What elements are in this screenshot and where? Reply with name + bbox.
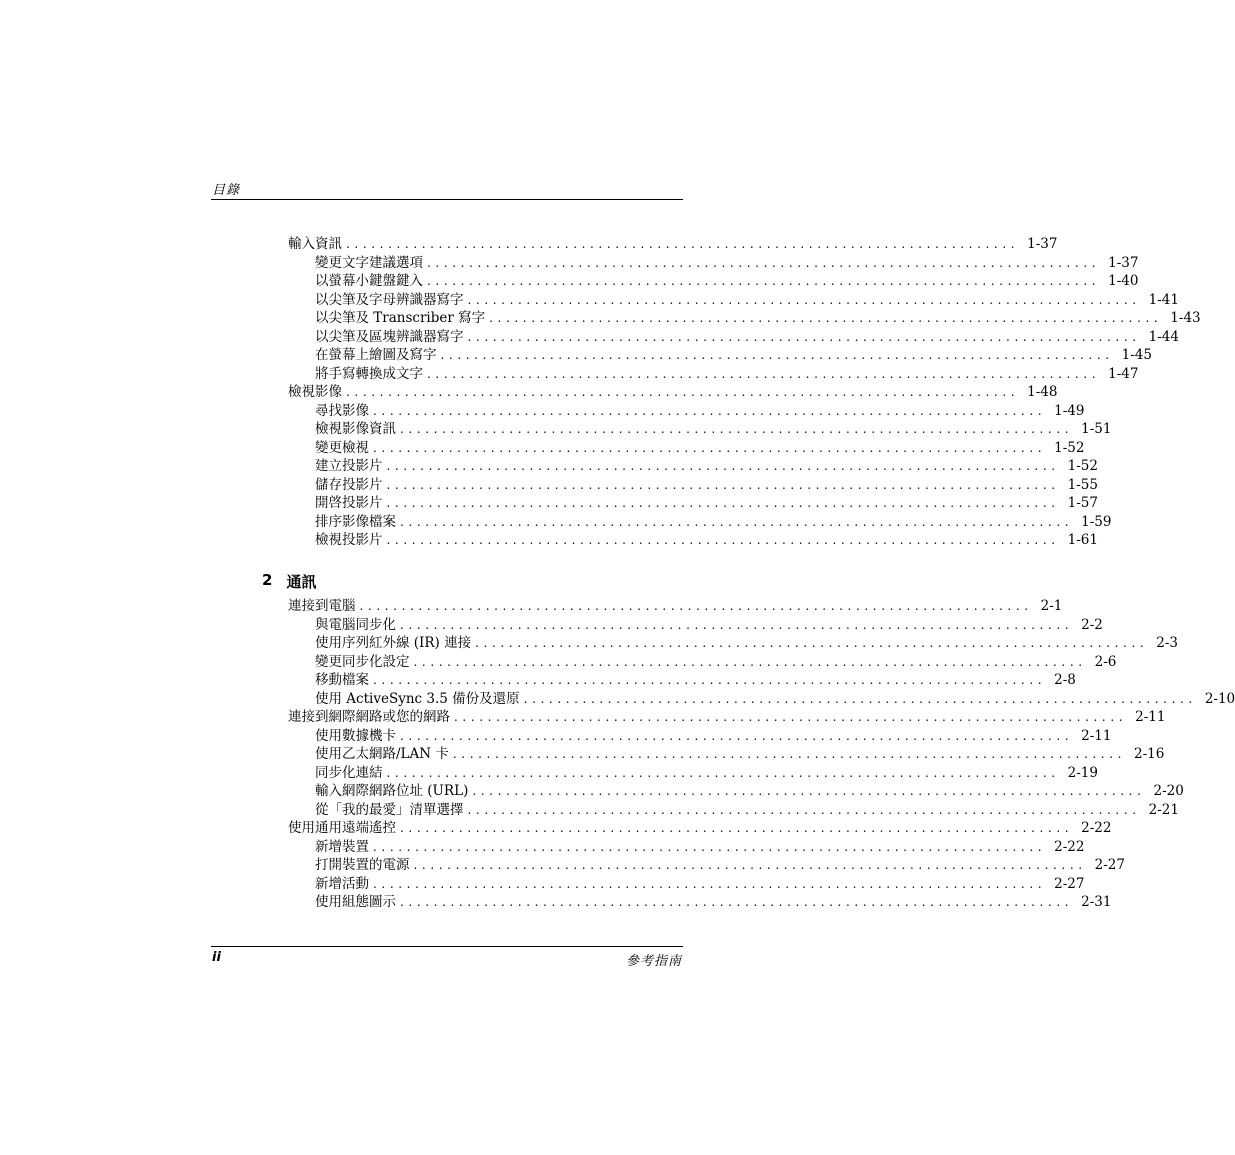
toc-entry-label: 輸入網際網路位址 (URL) bbox=[315, 783, 469, 799]
toc-entry-label: 使用數據機卡 bbox=[315, 727, 396, 744]
toc-entry-page: 1-57 bbox=[1067, 495, 1098, 511]
toc-entry bbox=[288, 764, 1098, 783]
toc-entry-label: 新增活動 bbox=[315, 875, 369, 892]
toc-entry bbox=[288, 690, 1235, 709]
toc-entry bbox=[288, 893, 1112, 912]
toc-entry-label: 變更同步化設定 bbox=[315, 653, 410, 670]
toc-entry-page: 2-1 bbox=[1040, 598, 1063, 614]
toc-entry-page: 2-22 bbox=[1054, 838, 1085, 855]
toc-entry-label: 連接到網際網路或您的網路 bbox=[288, 709, 450, 725]
toc-entry-page: 1-52 bbox=[1067, 458, 1098, 474]
dot-leader: ................................................................................ bbox=[400, 514, 1074, 529]
toc-entry-page: 1-45 bbox=[1121, 347, 1152, 363]
toc-entry bbox=[288, 420, 1112, 439]
toc-entry bbox=[288, 402, 1085, 421]
chapter-title: 通訊 bbox=[286, 573, 317, 591]
footer-page-number: ii bbox=[212, 950, 221, 965]
toc-entry bbox=[288, 727, 1112, 746]
dot-leader: ................................................................................ bbox=[440, 348, 1114, 362]
toc-entry-page: 2-10 bbox=[1204, 690, 1235, 707]
toc-entry bbox=[288, 745, 1165, 764]
dot-leader: ................................................................................ bbox=[373, 876, 1047, 891]
toc-entry-label: 將手寫轉換成文字 bbox=[315, 365, 423, 382]
chapter-number: 2 bbox=[262, 571, 273, 589]
toc-entry bbox=[288, 801, 1179, 820]
toc-entry bbox=[288, 875, 1085, 894]
dot-leader: ................................................................................ bbox=[346, 237, 1020, 251]
toc-entry-page: 2-6 bbox=[1094, 653, 1117, 670]
running-header-title: 目錄 bbox=[212, 183, 241, 198]
dot-leader: ................................................................................ bbox=[467, 292, 1141, 307]
footer-book-title: 參考指南 bbox=[625, 954, 682, 969]
dot-leader: ................................................................................ bbox=[400, 821, 1074, 835]
dot-leader: ................................................................................ bbox=[467, 802, 1141, 817]
toc-entry-page: 2-19 bbox=[1067, 764, 1098, 781]
toc-entry-label: 使用通用遠端遙控 bbox=[288, 820, 396, 836]
toc-entry-page: 1-40 bbox=[1108, 273, 1139, 289]
dot-leader: ................................................................................ bbox=[413, 654, 1087, 669]
toc-entry bbox=[288, 671, 1076, 690]
dot-leader: ................................................................................ bbox=[386, 477, 1060, 492]
toc-entry-label: 檢視影像資訊 bbox=[315, 421, 396, 437]
toc-entry-page: 1-59 bbox=[1081, 513, 1112, 530]
dot-leader: ................................................................................ bbox=[373, 440, 1047, 455]
toc-entry bbox=[288, 634, 1179, 653]
dot-leader: ................................................................................ bbox=[454, 710, 1128, 724]
toc-entry-label: 開啓投影片 bbox=[315, 495, 383, 511]
toc-entry-label: 與電腦同步化 bbox=[315, 616, 396, 633]
toc-entry bbox=[288, 708, 1166, 727]
toc-entry-label: 以尖筆及字母辨識器寫字 bbox=[315, 291, 464, 308]
toc-section-1 bbox=[288, 235, 1201, 550]
toc-entry bbox=[288, 616, 1103, 635]
toc-entry-page: 1-41 bbox=[1148, 291, 1179, 308]
dot-leader: ................................................................................ bbox=[523, 691, 1197, 706]
toc-entry-page: 2-20 bbox=[1153, 783, 1184, 799]
dot-leader: ................................................................................ bbox=[427, 366, 1101, 381]
toc-entry bbox=[288, 476, 1098, 495]
dot-leader: ................................................................................ bbox=[400, 895, 1074, 909]
toc-entry-page: 2-21 bbox=[1148, 801, 1179, 818]
toc-entry bbox=[288, 365, 1139, 384]
toc-entry-label: 建立投影片 bbox=[315, 458, 383, 474]
toc-entry-label: 使用 ActiveSync 3.5 備份及還原 bbox=[315, 690, 520, 707]
toc-entry-page: 1-52 bbox=[1054, 439, 1085, 456]
toc-entry-page: 2-8 bbox=[1054, 672, 1076, 688]
toc-entry-label: 變更文字建議選項 bbox=[315, 254, 423, 271]
toc-entry-label: 尋找影像 bbox=[315, 402, 369, 419]
dot-leader: ................................................................................ bbox=[373, 673, 1047, 687]
toc-entry-page: 2-31 bbox=[1081, 894, 1112, 910]
toc-entry-label: 打開裝置的電源 bbox=[315, 857, 410, 873]
toc-entry bbox=[288, 309, 1201, 328]
toc-entry-page: 2-2 bbox=[1081, 616, 1103, 633]
toc-entry-page: 2-27 bbox=[1094, 857, 1125, 873]
toc-entry-label: 以尖筆及 Transcriber 寫字 bbox=[315, 310, 486, 326]
dot-leader: ................................................................................ bbox=[359, 599, 1033, 613]
dot-leader: ................................................................................ bbox=[400, 728, 1074, 743]
dot-leader: ................................................................................ bbox=[467, 329, 1141, 344]
toc-entry-page: 2-27 bbox=[1054, 875, 1085, 892]
toc-entry-label: 使用組態圖示 bbox=[315, 894, 396, 910]
dot-leader: ................................................................................ bbox=[427, 255, 1101, 270]
toc-entry-page: 1-37 bbox=[1027, 236, 1058, 252]
toc-entry-page: 2-11 bbox=[1081, 727, 1112, 744]
dot-leader: ................................................................................ bbox=[489, 311, 1163, 325]
toc-entry-page: 1-47 bbox=[1108, 365, 1139, 382]
toc-entry-page: 1-49 bbox=[1054, 402, 1085, 419]
dot-leader: ................................................................................ bbox=[472, 784, 1146, 798]
toc-entry-page: 1-48 bbox=[1027, 384, 1058, 400]
toc-section-2 bbox=[288, 597, 1235, 912]
dot-leader: ................................................................................ bbox=[413, 858, 1087, 872]
toc-entry-page: 1-51 bbox=[1081, 421, 1112, 437]
toc-entry bbox=[288, 856, 1125, 875]
toc-entry-label: 檢視投影片 bbox=[315, 532, 383, 548]
dot-leader: ................................................................................ bbox=[475, 636, 1149, 650]
toc-entry bbox=[288, 513, 1112, 532]
toc-entry-label: 在螢幕上繪圖及寫字 bbox=[315, 347, 437, 363]
toc-entry bbox=[288, 328, 1179, 347]
toc-entry-page: 2-22 bbox=[1081, 820, 1112, 836]
toc-entry-label: 檢視影像 bbox=[288, 384, 342, 400]
toc-entry-label: 使用乙太網路/LAN 卡 bbox=[315, 746, 449, 762]
toc-entry-label: 以螢幕小鍵盤鍵入 bbox=[315, 273, 423, 289]
toc-entry-label: 連接到電腦 bbox=[288, 598, 356, 614]
footer-rule bbox=[211, 946, 683, 947]
toc-entry-page: 2-11 bbox=[1135, 709, 1166, 725]
toc-entry bbox=[288, 597, 1063, 616]
dot-leader: ................................................................................ bbox=[346, 385, 1020, 399]
toc-entry bbox=[288, 782, 1184, 801]
dot-leader: ................................................................................ bbox=[400, 422, 1074, 436]
dot-leader: ................................................................................ bbox=[373, 839, 1047, 854]
toc-entry bbox=[288, 383, 1058, 402]
dot-leader: ................................................................................ bbox=[452, 747, 1127, 761]
toc-entry bbox=[288, 819, 1112, 838]
toc-entry-label: 輸入資訊 bbox=[288, 236, 342, 252]
dot-leader: ................................................................................ bbox=[386, 496, 1060, 510]
toc-entry bbox=[288, 439, 1085, 458]
toc-entry bbox=[288, 346, 1152, 365]
toc-entry-page: 1-55 bbox=[1067, 476, 1098, 493]
toc-entry-page: 1-44 bbox=[1148, 328, 1179, 345]
toc-entry-page: 1-37 bbox=[1108, 254, 1139, 271]
toc-entry-label: 儲存投影片 bbox=[315, 476, 383, 493]
toc-entry-page: 1-61 bbox=[1067, 532, 1098, 548]
toc-entry bbox=[288, 457, 1098, 476]
dot-leader: ................................................................................ bbox=[386, 533, 1060, 547]
toc-entry bbox=[288, 531, 1098, 550]
toc-entry-label: 從「我的最愛」清單選擇 bbox=[315, 801, 464, 818]
header-rule bbox=[211, 199, 683, 200]
dot-leader: ................................................................................ bbox=[400, 617, 1074, 632]
toc-entry bbox=[288, 494, 1098, 513]
dot-leader: ................................................................................ bbox=[373, 403, 1047, 418]
toc-entry-label: 以尖筆及區塊辨識器寫字 bbox=[315, 328, 464, 345]
toc-entry-label: 新增裝置 bbox=[315, 838, 369, 855]
toc-entry bbox=[288, 838, 1085, 857]
toc-entry-page: 2-16 bbox=[1134, 746, 1165, 762]
toc-entry bbox=[288, 291, 1179, 310]
toc-entry-label: 移動檔案 bbox=[315, 672, 369, 688]
toc-entry-page: 1-43 bbox=[1170, 310, 1201, 326]
dot-leader: ................................................................................ bbox=[386, 459, 1060, 473]
toc-entry bbox=[288, 272, 1139, 291]
toc-entry-page: 2-3 bbox=[1156, 635, 1179, 651]
toc-entry bbox=[288, 235, 1058, 254]
dot-leader: ................................................................................ bbox=[386, 765, 1060, 780]
dot-leader: ................................................................................ bbox=[427, 274, 1101, 288]
toc-entry bbox=[288, 653, 1117, 672]
chapter-heading bbox=[262, 571, 316, 592]
toc-entry-label: 使用序列紅外線 (IR) 連接 bbox=[315, 635, 472, 651]
toc-entry-label: 排序影像檔案 bbox=[315, 513, 396, 530]
toc-entry-label: 同步化連結 bbox=[315, 764, 383, 781]
toc-entry bbox=[288, 254, 1139, 273]
toc-entry-label: 變更檢視 bbox=[315, 439, 369, 456]
